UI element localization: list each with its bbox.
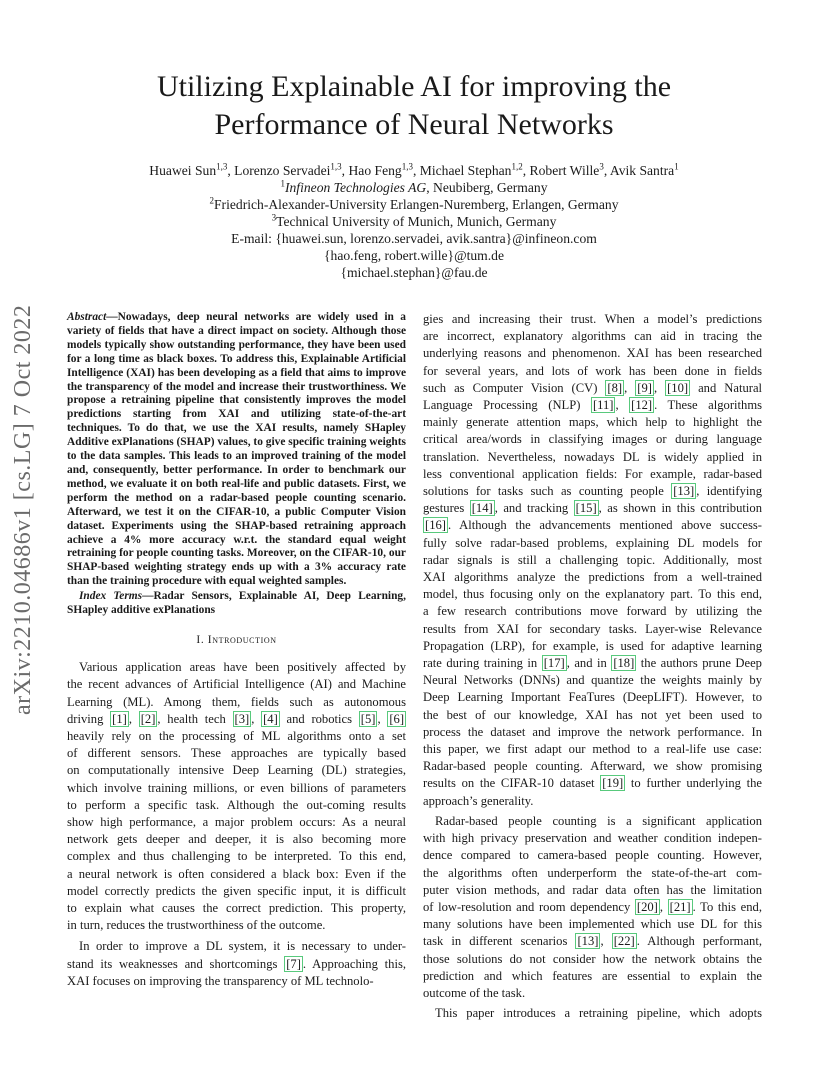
left-column: [67, 311, 406, 990]
paper-title: [80, 68, 748, 144]
text-line: Deep Learning Important FeaTures (DeepLIFT). However, to: [423, 690, 762, 705]
text-line: task in different scenarios [13] , [22] . Although performant,: [423, 934, 763, 949]
intro-paragraph-5: [423, 1005, 762, 1022]
text-line: for several years, and lots of work has been done in fields: [423, 363, 762, 378]
text-line: are incorrect, explanatory algorithms can aid in tracing the: [423, 329, 762, 344]
index-terms-label: Index Terms: [79, 590, 143, 603]
text-line: stand its weaknesses and shortcomings [7] . Approaching this,: [67, 956, 407, 971]
text-line: Language Processing (NLP) [11] , [12] . These algorithms: [423, 398, 763, 413]
text-line: those solutions do not consider how the network obtains the: [423, 951, 762, 966]
affiliation-1: $^1$Infineon Technologies AG, Neubiberg, Germany: [280, 178, 548, 195]
text-line: the best of our knowledge, XAI has not yet been used to: [423, 707, 762, 722]
intro-paragraph-1: [67, 659, 406, 934]
text-line: a neural network is often considered a black box: Even if the: [67, 866, 406, 881]
section-heading-introduction: I. Introduction: [196, 633, 277, 646]
text-line: show high performance, a major problem occurs: As a neural: [67, 814, 406, 829]
text-line: results on the CIFAR-10 dataset [19] to further underlying the: [423, 776, 762, 791]
text-line: underlying reasons and phenomenon. XAI has been researched: [423, 346, 762, 361]
citation-link[interactable]: [2]: [140, 711, 156, 726]
text-line: [16] . Although the advancements mentioned above success-: [425, 518, 762, 533]
text-line: on computationally intensive Deep Learning (DL) strategies,: [67, 763, 406, 778]
right-column: [423, 311, 762, 1022]
text-line: of different sensors. These approaches are typically based: [67, 746, 406, 761]
index-terms-text: —Radar Sensors, Explainable AI, Deep Learning, SHapley additive exPlanations: [67, 590, 406, 617]
text-line: with high privacy preservation and weather condition indepen-: [423, 831, 762, 846]
abstract-text: —Nowadays, deep neural networks are widely used in a variety of fields that have a direct impact on society. Although those models typically show outstanding performance, they have been used for a long time as black boxes. To address this, Explainable Artificial Intelligence (XAI) has been developing as a field that aims to improve the transparency of the model and increase their trustworthiness. We propose a retraining pipeline that consistently improves the model predictions starting from XAI and utilizing state-of-the-art techniques. To do that, we use the XAI results, namely SHapley Additive exPlanations (SHAP) values, to give specific training weights to the data samples. This leads to an improved training of the model and, consequently, better performance. In order to benchmark our method, we evaluate it on both real-life and public datasets. First, we perform the method on a radar-based people counting scenario. Afterward, we test it on the CIFAR-10, a public Computer Vision dataset. Experiments using the SHAP-based retraining approach achieve a 4% more accuracy w.r.t. the standard equal weight retraining for people counting tasks. Moreover, on the CIFAR-10, our SHAP-based weighting strategy ends up with a 3% accuracy rate than the training procedure with equal weighted samples.: [67, 311, 406, 588]
text-line: which involve training millions, or even billions of parameters: [67, 780, 406, 795]
text-line: Neural Networks (DNNs) and quantize the weights mainly by: [423, 673, 762, 688]
citation-link[interactable]: [7]: [286, 956, 301, 971]
citation-link[interactable]: [3]: [234, 711, 250, 726]
text-line: Radar-based people counting is a significant application: [435, 813, 762, 828]
abstract: [67, 311, 406, 589]
text-line: many solutions have been implemented which use DL for this: [423, 917, 762, 932]
text-line: This paper introduces a retraining pipeline, which adopts: [435, 1006, 762, 1021]
arxiv-identifier: arXiv:2210.04686v1 [cs.LG] 7 Oct 2022: [10, 304, 36, 716]
text-line: approach’s generality.: [423, 793, 534, 808]
citation-link[interactable]: [10]: [667, 380, 689, 395]
text-line: process the dataset and improve the network performance. In: [423, 724, 762, 739]
intro-paragraph-4: [423, 813, 762, 1002]
text-line: critical area/words in classifying images or during language: [423, 432, 762, 447]
affiliation-2: $^2$Friedrich-Alexander-University Erlangen-Nuremberg, Erlangen, Germany: [209, 195, 619, 212]
abstract-label: Abstract: [67, 311, 107, 323]
index-terms: [67, 590, 406, 618]
citation-link[interactable]: [22]: [613, 934, 635, 949]
citation-link[interactable]: [4]: [263, 711, 278, 726]
citation-link[interactable]: [6]: [389, 711, 405, 726]
text-line: dence compared to camera-based people counting. However,: [423, 848, 762, 863]
text-line: translation. Nevertheless, nowadays DL is widely applied in: [423, 449, 762, 464]
text-line: model, thus focusing only on the explanatory part. To this end,: [423, 587, 762, 602]
citation-link[interactable]: [15]: [575, 501, 597, 516]
text-line: network gets deeper and deeper, it is also becoming more: [67, 832, 406, 847]
text-line: puter vision methods, and radar data often has the limitation: [423, 882, 762, 897]
text-line: this paper, we first adapt our method to a real-life use case:: [423, 742, 762, 757]
citation-link[interactable]: [13]: [673, 484, 695, 499]
text-line: XAI focuses on improving the transparency of ML technolo-: [67, 973, 374, 988]
citation-link[interactable]: [9]: [637, 380, 652, 395]
email-line-2: {hao.feng, robert.wille}@tum.de: [324, 248, 504, 263]
intro-paragraph-2: [67, 938, 406, 990]
text-line: in turn, reduces the trustworthiness of the outcome.: [67, 918, 326, 933]
citation-link[interactable]: [14]: [471, 501, 493, 516]
citation-link[interactable]: [19]: [602, 776, 624, 791]
affiliation-3: $^3$Technical University of Munich, Munich, Germany: [271, 212, 557, 229]
text-line: heavily rely on the processing of ML algorithms onto a set: [67, 728, 406, 743]
text-line: gestures [14] , and tracking [15] , as shown in this contribution: [423, 501, 762, 516]
citation-link[interactable]: [21]: [669, 899, 691, 914]
text-line: of low-resolution and room dependency [20] , [21] . To this end,: [423, 899, 763, 914]
text-line: to explain what causes the correct prediction. This property,: [67, 900, 406, 915]
citation-link[interactable]: [11]: [592, 398, 614, 413]
text-line: gies and increasing their trust. When a model’s predictions: [423, 312, 762, 326]
text-line: complex and thus challenging to be interpreted. To this end,: [67, 849, 406, 864]
text-line: XAI algorithms analyze the predictions from a well-trained: [423, 570, 762, 585]
email-line-1: E-mail: {huawei.sun, lorenzo.servadei, avik.santra}@infineon.com: [231, 231, 597, 246]
citation-link[interactable]: [17]: [543, 656, 565, 671]
citation-link[interactable]: [16]: [425, 518, 446, 533]
text-line: Radar-based people counting. Afterward, we show promising: [423, 759, 762, 774]
text-line: a few research contributions move forward by utilizing the: [423, 604, 762, 619]
text-line: Propagation (LRP), for example, is used for adaptive learning: [423, 638, 762, 653]
title-line-2: Performance of Neural Networks: [214, 108, 614, 141]
intro-paragraph-3: [423, 311, 762, 810]
text-line: prediction and which features are essential to explain the: [423, 968, 762, 983]
text-line: solutions for tasks such as counting people [13] , identifying: [423, 484, 762, 499]
citation-link[interactable]: [18]: [613, 656, 635, 671]
citation-link[interactable]: [13]: [577, 934, 599, 949]
email-line-3: {michael.stephan}@fau.de: [340, 265, 488, 280]
text-line: driving [1] , [2] , health tech [3] , [4] and robotics [5] , [6]: [67, 711, 405, 726]
text-line: fully solve radar-based problems, explaining DL models for: [423, 535, 762, 550]
title-line-1: Utilizing Explainable AI for improving the: [156, 70, 672, 103]
text-line: such as Computer Vision (CV) [8] , [9] , [10] and Natural: [423, 380, 763, 395]
citation-link[interactable]: [20]: [636, 899, 658, 914]
text-line: outcome of the task.: [423, 985, 526, 1000]
citation-link[interactable]: [1]: [112, 711, 127, 726]
author-block: [70, 162, 758, 281]
text-line: less conventional application fields: For example, radar-based: [423, 466, 762, 481]
text-line: Various application areas have been positively affected by: [79, 660, 406, 675]
text-line: the recent advances of Artificial Intelligence (AI) and Machine: [67, 677, 406, 692]
citation-link[interactable]: [5]: [360, 711, 376, 726]
citation-link[interactable]: [8]: [607, 380, 623, 395]
author-names: Huawei Sun$^{1,3}$, Lorenzo Servadei$^{1,3}$, Hao Feng$^{1,3}$, Michael Stephan$^{1,2}$, Robert Wille$^3$, Avik Santra$^1$: [149, 161, 679, 178]
text-line: rate during training in [17] , and in [18] the authors prune Deep: [423, 656, 762, 671]
text-line: to perform a specific task. Although the out-coming results: [67, 797, 406, 812]
text-line: the algorithms often underperform the state-of-the-art com-: [423, 865, 762, 880]
text-line: results from XAI for secondary tasks. Layer-wise Relevance: [423, 621, 762, 636]
text-line: mainly generate attention maps, which help to highlight the: [423, 415, 762, 430]
citation-link[interactable]: [12]: [631, 398, 653, 413]
text-line: Learning (ML). Among them, fields such as autonomous: [67, 694, 406, 709]
text-line: radar signals is still a challenging topic. Additionally, most: [423, 552, 762, 567]
text-line: In order to improve a DL system, it is necessary to under-: [79, 939, 406, 954]
text-line: model correctly predicts the given specific input, it is difficult: [67, 883, 406, 898]
